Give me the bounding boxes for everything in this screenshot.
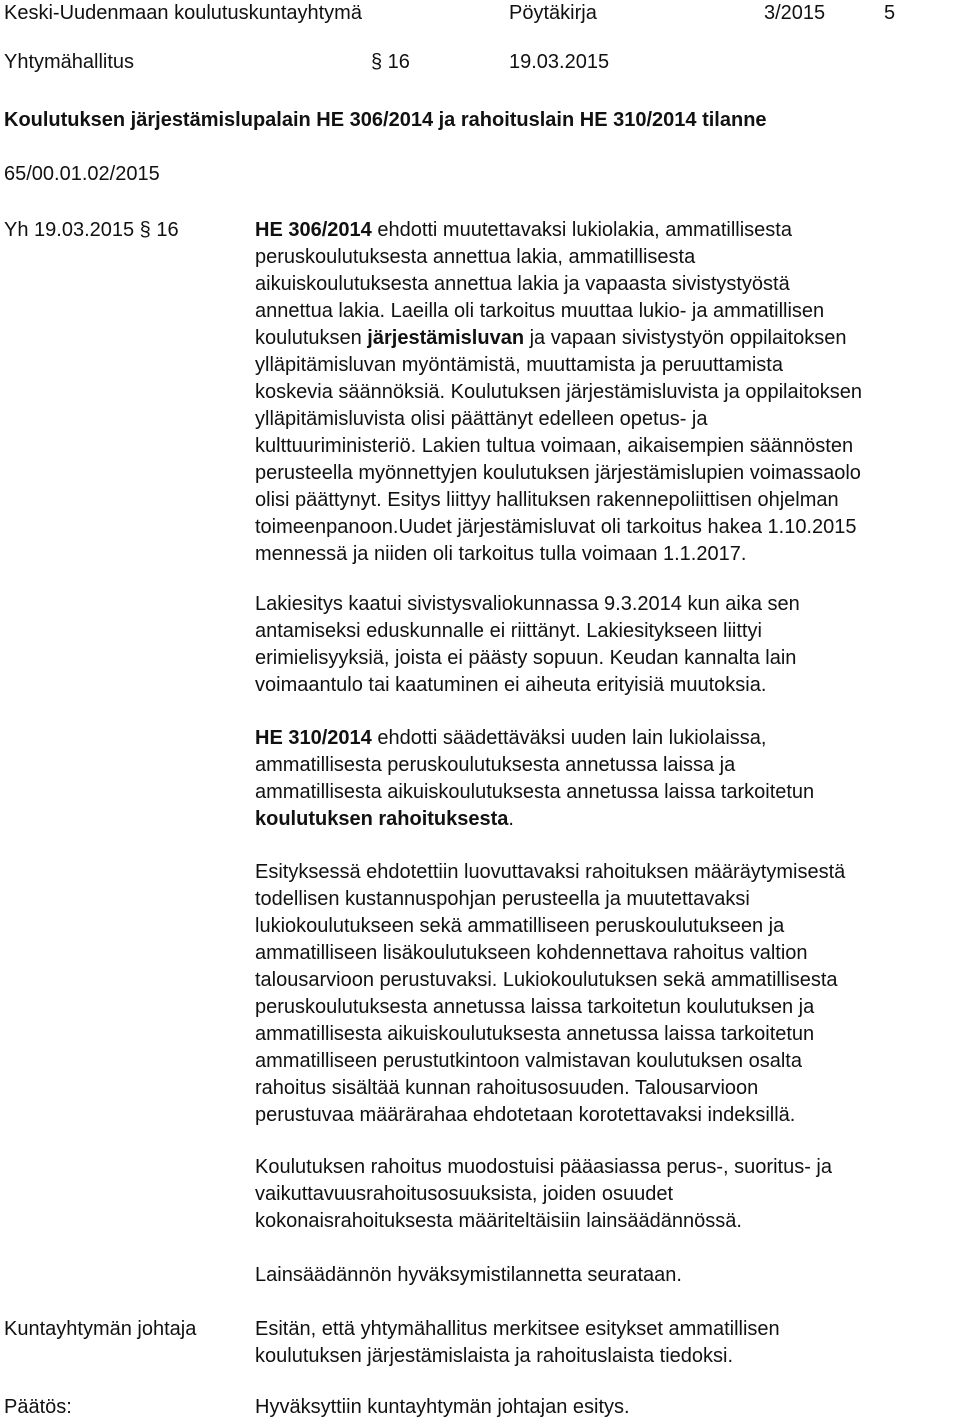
text-line: ammatillisesta peruskoulutuksesta annetussa laissa ja: [255, 754, 736, 776]
text-line: ammatilliseen lisäkoulutukseen kohdennettava rahoitus valtion: [255, 942, 808, 964]
text-line: talousarvioon perustuvaksi. Lukiokoulutuksen sekä ammatillisesta: [255, 969, 838, 991]
text-line: [255, 806, 960, 833]
text-line: koulutuksen järjestämislaista ja rahoituslaista tiedoksi.: [255, 1345, 734, 1367]
proposal-text: [255, 1316, 960, 1370]
text-fragment: koulutuksen: [255, 327, 368, 349]
text-fragment: ehdotti säädettäväksi uuden lain lukiolaissa,: [371, 727, 767, 749]
meeting-date: 19.03.2015: [509, 51, 610, 73]
text-line: Hyväksyttiin kuntayhtymän johtajan esitys.: [255, 1396, 630, 1418]
text-line: Lakiesitys kaatui sivistysvaliokunnassa 9.3.2014 kun aika sen: [255, 593, 800, 615]
paragraph-he-306: [255, 217, 960, 568]
text-line: koskevia säännöksiä. Koulutuksen järjestämisluvista ja oppilaitoksen: [255, 381, 862, 403]
text-line: rahoitus sisältää kunnan rahoitusosuuden. Talousarvioon: [255, 1077, 759, 1099]
text-line: Koulutuksen rahoitus muodostuisi pääasiassa perus-, suoritus- ja: [255, 1156, 832, 1178]
decision-label: Päätös:: [4, 1396, 72, 1418]
text-line: [255, 325, 960, 352]
text-line: ammatillisesta aikuiskoulutuksesta annetussa laissa tarkoitetun: [255, 781, 815, 803]
organization-name: Keski-Uudenmaan koulutuskuntayhtymä: [4, 2, 362, 24]
text-line: kulttuuriministeriö. Lakien tultua voimaan, aikaisempien säännösten: [255, 435, 854, 457]
paragraph-funding-structure: [255, 1154, 960, 1235]
text-line: ylläpitämisluvan myöntämistä, muuttamista ja peruuttamista: [255, 354, 783, 376]
text-line: Esitän, että yhtymähallitus merkitsee esitykset ammatillisen: [255, 1318, 780, 1340]
text-fragment: ehdotti muutettavaksi lukiolakia, ammatillisesta: [371, 219, 792, 241]
text-line: annettua lakia. Laeilla oli tarkoitus muuttaa lukio- ja ammatillisen: [255, 300, 825, 322]
bold-text: HE 306/2014: [255, 219, 372, 241]
text-line: kokonaisrahoituksesta määriteltäisiin lainsäädännössä.: [255, 1210, 742, 1232]
proposer-label: Kuntayhtymän johtaja: [4, 1318, 197, 1340]
text-line: perustuvaa määrärahaa ehdotetaan korotettavaksi indeksillä.: [255, 1104, 796, 1126]
text-line: mennessä ja niiden oli tarkoitus tulla voimaan 1.1.2017.: [255, 543, 747, 565]
bold-text: järjestämisluvan: [367, 327, 525, 349]
paragraph-follow-up: [255, 1262, 960, 1289]
text-line: ammatilliseen perustutkintoon valmistavan koulutuksen osalta: [255, 1050, 802, 1072]
text-line: antamiseksi eduskunnalle ei riittänyt. Lakiesitykseen liittyi: [255, 620, 762, 642]
bold-text: HE 310/2014: [255, 727, 372, 749]
section-number: § 16: [371, 51, 410, 73]
decision-text: [255, 1394, 960, 1421]
text-fragment: ja vapaan sivistystyön oppilaitoksen: [524, 327, 847, 349]
text-line: voimaantulo tai kaatuminen ei aiheuta erityisiä muutoksia.: [255, 674, 767, 696]
paragraph-funding-proposal: [255, 859, 960, 1129]
bold-text: koulutuksen rahoituksesta: [255, 808, 509, 830]
reference-number: 65/00.01.02/2015: [4, 163, 160, 185]
text-line: Esityksessä ehdotettiin luovuttavaksi rahoituksen määräytymisestä: [255, 861, 846, 883]
text-line: vaikuttavuusrahoitusosuuksista, joiden osuudet: [255, 1183, 674, 1205]
text-line: erimielisyyksiä, joista ei päästy sopuun. Keudan kannalta lain: [255, 647, 797, 669]
governing-body: Yhtymähallitus: [4, 51, 135, 73]
text-line: perusteella myönnettyjen koulutuksen järjestämislupien voimassaolo: [255, 462, 861, 484]
document-type: Pöytäkirja: [509, 2, 597, 24]
paragraph-committee: [255, 591, 960, 699]
text-line: ylläpitämisluvista olisi päättänyt edelleen opetus- ja: [255, 408, 708, 430]
text-line: aikuiskoulutuksesta annettua lakia ja vapaasta sivistystyöstä: [255, 273, 790, 295]
text-line: ammatillisesta aikuiskoulutuksesta annetussa laissa tarkoitetun: [255, 1023, 815, 1045]
text-fragment: .: [508, 808, 514, 830]
text-line: todellisen kustannuspohjan perusteella ja muutettavaksi: [255, 888, 750, 910]
document-number: 3/2015: [764, 2, 826, 24]
page-number: 5: [884, 2, 896, 24]
paragraph-he-310: [255, 725, 960, 833]
text-line: peruskoulutuksesta annettua lakia, ammatillisesta: [255, 246, 696, 268]
text-line: [255, 217, 960, 244]
text-line: [255, 725, 960, 752]
handling-label: Yh 19.03.2015 § 16: [4, 219, 179, 241]
text-line: Lainsäädännön hyväksymistilannetta seurataan.: [255, 1264, 682, 1286]
text-line: peruskoulutuksesta annetussa laissa tarkoitetun koulutuksen ja: [255, 996, 815, 1018]
text-line: toimeenpanoon.Uudet järjestämisluvat oli tarkoitus hakea 1.10.2015: [255, 516, 857, 538]
text-line: olisi päättynyt. Esitys liittyy hallituksen rakennepoliittisen ohjelman: [255, 489, 839, 511]
page-title: Koulutuksen järjestämislupalain HE 306/2014 ja rahoituslain HE 310/2014 tilanne: [4, 109, 767, 131]
text-line: lukiokoulutukseen sekä ammatilliseen peruskoulutukseen ja: [255, 915, 785, 937]
